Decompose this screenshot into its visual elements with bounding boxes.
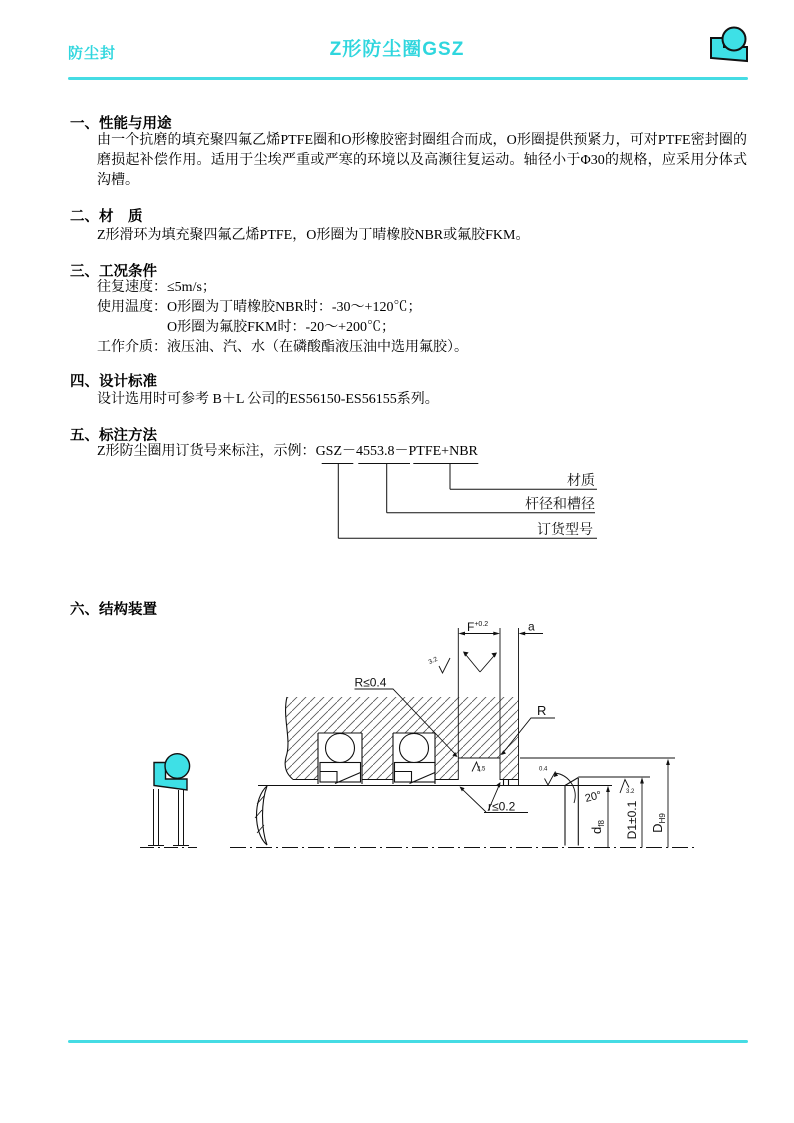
corner-radius-annotation (460, 782, 529, 814)
z-ring-2 (395, 763, 436, 784)
dim-a-label: a (528, 619, 535, 634)
header-product-family: 防尘封 (68, 45, 117, 62)
svg-text:20°: 20° (583, 789, 603, 805)
seal-profile-icon (140, 754, 197, 848)
ordering-intro: Z形防尘圈用订货号来标注，示例： (97, 444, 316, 459)
svg-text:R: R (537, 703, 547, 718)
roughness-top-left (428, 656, 450, 673)
section-6-title: 结构装置 (99, 602, 157, 618)
section-6-number: 六、 (70, 602, 99, 618)
svg-text:0.4: 0.4 (539, 766, 548, 773)
callout-drop-lines (338, 464, 450, 539)
callout-label-order-model: 订货型号 (537, 523, 593, 538)
rod-outline (255, 778, 612, 846)
diameter-dimension-arrowheads (606, 759, 670, 792)
roughness-right (620, 780, 635, 796)
roughness-rod (539, 767, 556, 786)
section-3-number: 三、 (70, 264, 99, 280)
surface-texture-arrows (463, 652, 497, 658)
callout-label-rod-groove-diameter: 杆径和槽径 (525, 497, 595, 513)
condition-temp-line-2: O形圈为氟胶FKM时：-20～+200℃； (167, 320, 396, 335)
o-ring-1 (326, 734, 355, 763)
dim-f-label: $F^{+0.2}$ (467, 620, 489, 634)
dim-bore-diameter-label: D1±0.1 (625, 800, 639, 840)
seal-logo-icon (700, 20, 760, 68)
section-2-number: 二、 (70, 209, 99, 225)
section-2-title: 材 质 (99, 209, 143, 225)
section-4-heading (70, 370, 157, 391)
section-3-title: 工况条件 (99, 264, 157, 280)
svg-text:r≤0.2: r≤0.2 (488, 799, 516, 814)
svg-text:R≤0.4: R≤0.4 (354, 675, 387, 690)
ordering-example-code: GSZ－4553.8－PTFE+NBR (315, 444, 478, 459)
dim-rod-diameter-label: $d_{f8}$ (589, 820, 606, 834)
condition-medium-line: 工作介质：液压油、汽、水（在磷酸酯液压油中选用氟胶）。 (97, 340, 468, 355)
structure-drawing (130, 612, 710, 897)
o-ring-icon (165, 754, 190, 779)
svg-text:3.2: 3.2 (626, 789, 635, 795)
seal-set-2 (395, 734, 436, 784)
section-4-body: 设计选用时可参考 B＋L 公司的ES56150-ES56155系列。 (97, 392, 439, 407)
page-title: Z形防尘圈GSZ (329, 39, 465, 60)
section-2-heading (70, 205, 143, 226)
section-4-title: 设计标准 (99, 374, 157, 390)
section-1-body: 由一个抗磨的填充聚四氟乙烯PTFE圈和O形橡胶密封圈组合而成，O形圈提供预紧力，可对PTFE密封圈的磨损起补偿作用。适用于尘埃严重或严寒的环境以及高濒往复运动。轴径小于Φ30的规格，应采用分体式沟槽。 (97, 133, 747, 188)
svg-text:2.5: 2.5 (477, 766, 486, 773)
section-1-number: 一、 (70, 116, 99, 132)
order-code-callout-diagram (300, 455, 620, 550)
section-2-body: Z形滑环为填充聚四氟乙烯PTFE，O形圈为丁晴橡胶NBR或氟胶FKM。 (97, 228, 530, 243)
roughness-groove (472, 762, 486, 773)
dim-groove-diameter-label: $D_{H9}$ (650, 813, 667, 833)
callout-label-material: 材质 (567, 474, 595, 489)
seal-set-1 (320, 734, 361, 784)
condition-temp-line-1: 使用温度：O形圈为丁晴橡胶NBR时：-30～+120℃； (97, 300, 422, 315)
z-ring-1 (320, 763, 361, 784)
svg-text:3.2: 3.2 (427, 655, 439, 666)
section-5-title: 标注方法 (99, 428, 157, 444)
section-1-heading (70, 112, 172, 133)
header-rule (68, 77, 748, 80)
surface-texture-symbol (464, 653, 496, 673)
o-ring-2 (400, 734, 429, 763)
section-4-number: 四、 (70, 374, 99, 390)
section-1-title: 性能与用途 (99, 116, 172, 132)
condition-speed-line: 往复速度：≤5m/s； (97, 280, 216, 295)
footer-rule (68, 1040, 748, 1043)
section-5-number: 五、 (70, 428, 99, 444)
